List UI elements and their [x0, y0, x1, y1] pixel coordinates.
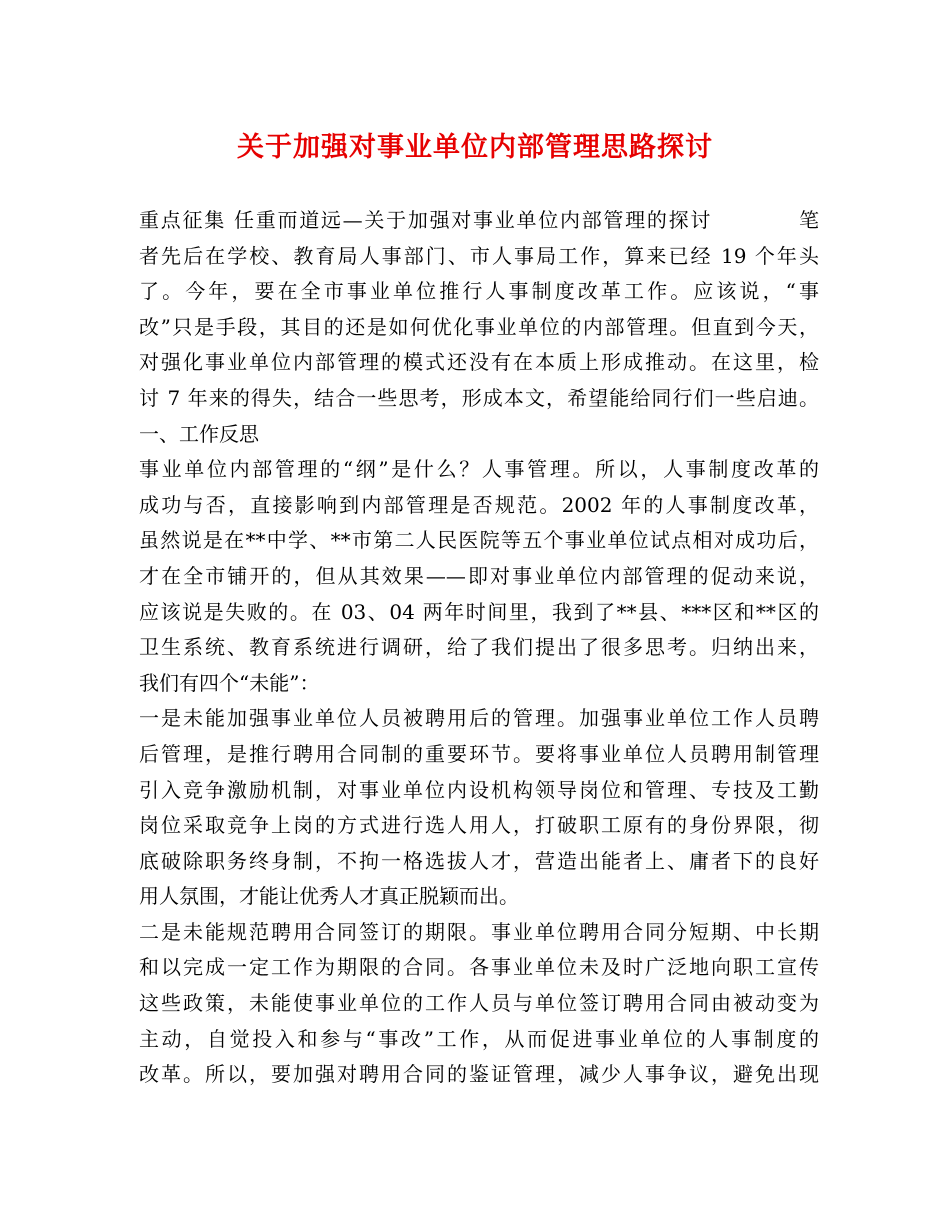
text-line-11: 才在全市铺开的，但从其效果——即对事业单位内部管理的促动来说， — [139, 563, 819, 588]
text-line-24: 主动，自觉投入和参与“事改”工作，从而促进事业单位的人事制度的 — [139, 1026, 819, 1051]
text-line-18: 岗位采取竞争上岗的方式进行选人用人，打破职工原有的身份界限，彻 — [139, 813, 819, 838]
text-line-4: 改”只是手段，其目的还是如何优化事业单位的内部管理。但直到今天， — [139, 314, 819, 339]
text-line-16: 后管理，是推行聘用合同制的重要环节。要将事业单位人员聘用制管理 — [139, 741, 819, 766]
text-line-19: 底破除职务终身制，不拘一格选拔人才，营造出能者上、庸者下的良好 — [139, 848, 819, 873]
text-line-25: 改革。所以，要加强对聘用合同的鉴证管理，减少人事争议，避免出现 — [139, 1062, 819, 1087]
text-line-8: 事业单位内部管理的“纲”是什么？人事管理。所以，人事制度改革的 — [139, 457, 819, 482]
text-line-17: 引入竞争激励机制，对事业单位内设机构领导岗位和管理、专技及工勤 — [139, 777, 819, 802]
text-line-22: 和以完成一定工作为期限的合同。各事业单位未及时广泛地向职工宣传 — [139, 955, 819, 980]
text-line-10: 虽然说是在**中学、**市第二人民医院等五个事业单位试点相对成功后， — [139, 528, 819, 553]
text-line-6: 讨 7 年来的得失，结合一些思考，形成本文，希望能给同行们一些启迪。 — [139, 385, 819, 410]
document-title: 关于加强对事业单位内部管理思路探讨 — [237, 132, 713, 163]
text-line-13: 卫生系统、教育系统进行调研，给了我们提出了很多思考。归纳出来， — [139, 635, 819, 660]
document-body — [139, 203, 819, 1093]
text-line-15: 一是未能加强事业单位人员被聘用后的管理。加强事业单位工作人员聘 — [139, 706, 819, 731]
text-line-2: 者先后在学校、教育局人事部门、市人事局工作，算来已经 19 个年头 — [139, 243, 819, 268]
text-line-12: 应该说是失败的。在 03、04 两年时间里，我到了**县、***区和**区的 — [139, 599, 819, 624]
section-heading: 一、工作反思 — [139, 421, 259, 446]
text-line-20: 用人氛围，才能让优秀人才真正脱颖而出。 — [139, 884, 519, 909]
text-line-5: 对强化事业单位内部管理的模式还没有在本质上形成推动。在这里，检 — [139, 350, 819, 375]
text-line-3: 了。今年，要在全市事业单位推行人事制度改革工作。应该说，“事 — [139, 279, 819, 304]
text-line-23: 这些政策，未能使事业单位的工作人员与单位签订聘用合同由被动变为 — [139, 991, 819, 1016]
text-line-1: 重点征集 任重而道远—关于加强对事业单位内部管理的探讨 笔 — [139, 208, 819, 232]
text-line-21: 二是未能规范聘用合同签订的期限。事业单位聘用合同分短期、中长期 — [139, 919, 819, 944]
text-line-14: 我们有四个“未能”： — [139, 670, 320, 695]
text-line-9: 成功与否，直接影响到内部管理是否规范。2002 年的人事制度改革， — [139, 492, 819, 517]
